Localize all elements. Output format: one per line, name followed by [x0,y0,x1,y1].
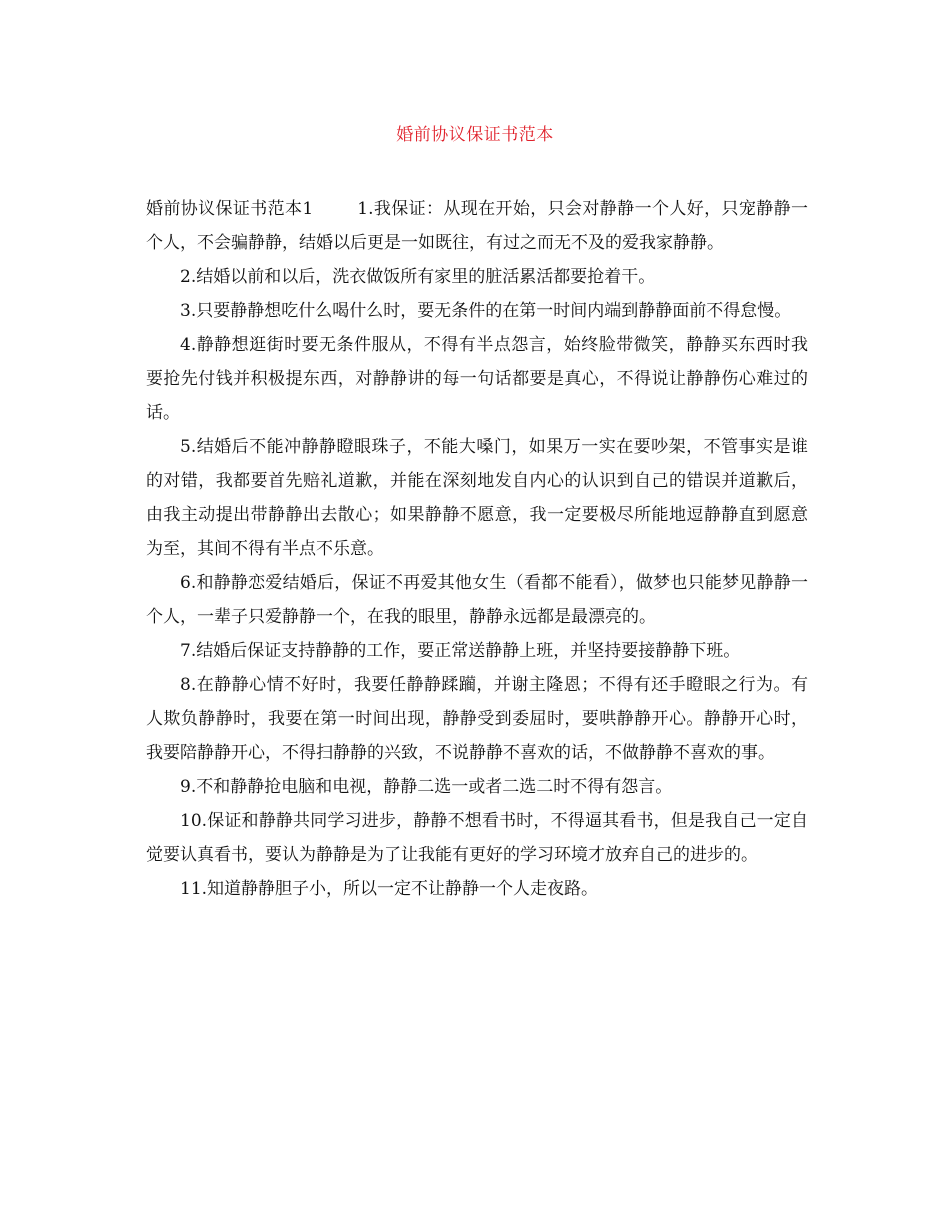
document-title: 婚前协议保证书范本 [396,125,554,145]
paragraph-10: 10.保证和静静共同学习进步，静静不想看书时，不得逼其看书，但是我自己一定自觉要认真看书，要认为静静是为了让我能有更好的学习环境才放弃自己的进步的。 [146,811,808,865]
paragraph-2: 2.结婚以前和以后，洗衣做饭所有家里的脏活累活都要抢着干。 [180,267,656,287]
paragraph-7: 7.结婚后保证支持静静的工作，要正常送静静上班，并坚持要接静静下班。 [180,641,741,661]
paragraph-11: 11.知道静静胆子小，所以一定不让静静一个人走夜路。 [180,879,599,899]
paragraph-4: 4.静静想逛街时要无条件服从，不得有半点怨言，始终脸带微笑，静静买东西时我要抢先付钱并积极提东西，对静静讲的每一句话都要是真心，不得说让静静伤心难过的话。 [146,335,808,423]
paragraph-6: 6.和静静恋爱结婚后，保证不再爱其他女生（看都不能看），做梦也只能梦见静静一个人，一辈子只爱静静一个，在我的眼里，静静永远都是最漂亮的。 [146,573,808,627]
section-label: 婚前协议保证书范本1 [146,199,314,219]
paragraph-8: 8.在静静心情不好时，我要任静静蹂躏，并谢主隆恩；不得有还手瞪眼之行为。有人欺负静静时，我要在第一时间出现，静静受到委屈时，要哄静静开心。静静开心时，我要陪静静开心，不得扫静静的兴致，不说静静不喜欢的话，不做静静不喜欢的事。 [146,675,808,763]
paragraph-3: 3.只要静静想吃什么喝什么时，要无条件的在第一时间内端到静静面前不得怠慢。 [180,301,792,321]
paragraph-5: 5.结婚后不能冲静静瞪眼珠子，不能大嗓门，如果万一实在要吵架，不管事实是谁的对错，我都要首先赔礼道歉，并能在深刻地发自内心的认识到自己的错误并道歉后，由我主动提出带静静出去散心；如果静静不愿意，我一定要极尽所能地逗静静直到愿意为至，其间不得有半点不乐意。 [146,437,808,559]
paragraph-text: 1.我保证：从现在开始，只会对静静一个人好，只宠静静一个人，不会骗静静，结婚以后更是一如既往，有过之而无不及的爱我家静静。 [146,199,808,253]
document-body [146,192,808,906]
paragraph-1 [146,192,808,260]
paragraph-9: 9.不和静静抢电脑和电视，静静二选一或者二选二时不得有怨言。 [180,777,673,797]
